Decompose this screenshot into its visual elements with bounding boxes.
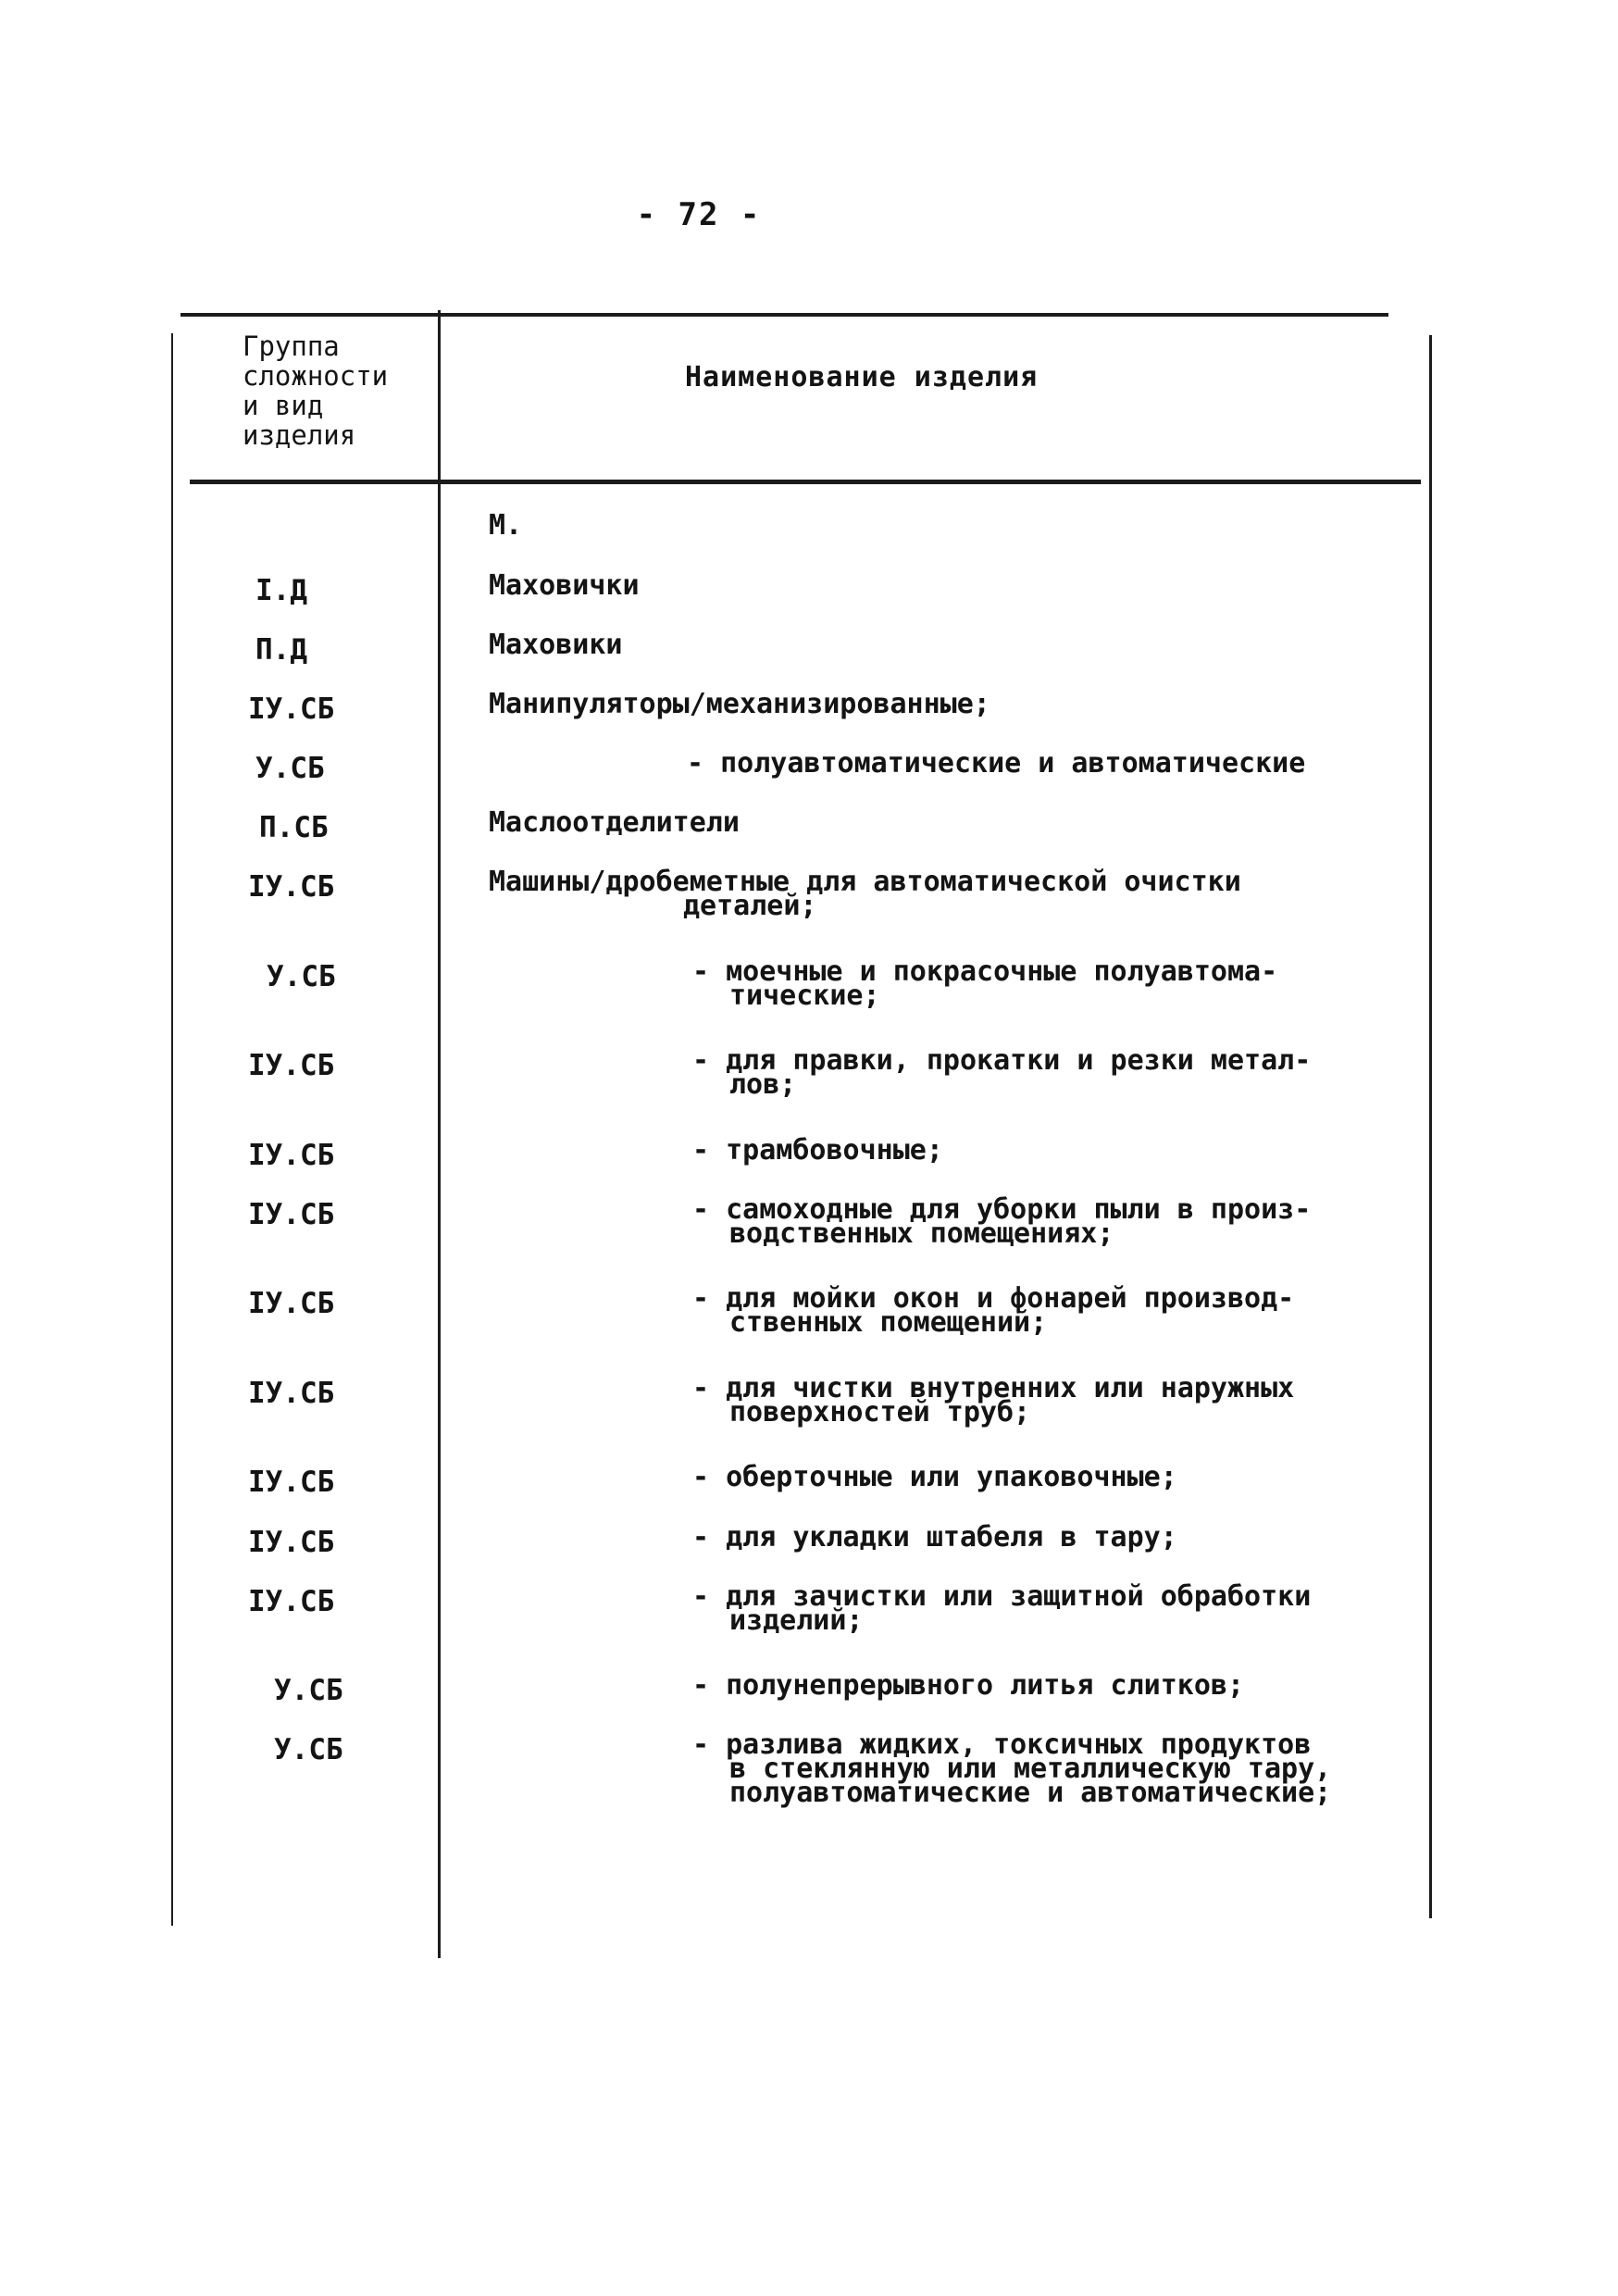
- row-name: [692, 955, 1278, 1012]
- row-name-line: - для укладки штабеля в тару;: [692, 1521, 1177, 1554]
- row-name: [489, 866, 1241, 922]
- row-name-line: Маховики: [489, 629, 623, 661]
- row-code: IУ.СБ: [248, 1526, 335, 1559]
- row-name: [489, 629, 623, 661]
- row-name-line: Маслоотделители: [489, 806, 740, 839]
- table-right-border: [1429, 335, 1432, 1918]
- header-product-name: Наименование изделия: [685, 361, 1039, 393]
- row-name: [489, 688, 990, 720]
- header-complexity-group: Группа сложности и вид изделия: [243, 331, 389, 451]
- row-code: П.Д: [255, 633, 307, 667]
- row-name: [692, 1044, 1312, 1101]
- row-name: [692, 1193, 1312, 1250]
- row-code: П.СБ: [259, 811, 329, 844]
- row-name-line: деталей;: [683, 890, 817, 922]
- row-name-line: Манипуляторы/механизированные;: [489, 688, 990, 720]
- row-name: [692, 1728, 1332, 1809]
- page-number: - 72 -: [636, 196, 762, 233]
- row-name-line: Маховички: [489, 569, 640, 602]
- row-code: IУ.СБ: [248, 1049, 335, 1082]
- row-name: [692, 1580, 1312, 1637]
- row-name-line: - для чистки внутренних или наружных: [692, 1372, 1295, 1404]
- row-name: [692, 1282, 1295, 1339]
- row-name: [692, 1461, 1177, 1493]
- row-name: [692, 1669, 1245, 1702]
- row-code: IУ.СБ: [248, 1466, 335, 1499]
- row-name-line: - для правки, прокатки и резки метал-: [692, 1044, 1312, 1077]
- row-code: IУ.СБ: [248, 1287, 335, 1320]
- row-name-line: - оберточные или упаковочные;: [692, 1461, 1177, 1493]
- row-name-line: Машины/дробеметные для автоматической очистки: [489, 866, 1241, 898]
- row-name-line: - для мойки окон и фонарей производ-: [692, 1282, 1295, 1315]
- row-code: IУ.СБ: [248, 1585, 335, 1618]
- row-name: [489, 806, 740, 839]
- row-name-line: поверхностей труб;: [729, 1396, 1031, 1429]
- row-name: [692, 1521, 1177, 1554]
- row-code: IУ.СБ: [248, 1139, 335, 1172]
- row-code: I.Д: [255, 574, 307, 607]
- row-name: [489, 569, 640, 602]
- letter-heading: М.: [489, 509, 523, 542]
- row-code: IУ.СБ: [248, 693, 335, 726]
- row-name-line: - трамбовочные;: [692, 1134, 943, 1167]
- row-name-line: водственных помещениях;: [729, 1217, 1114, 1250]
- row-name: [687, 747, 1306, 780]
- row-name-line: изделий;: [729, 1604, 864, 1637]
- row-name-line: - моечные и покрасочные полуавтома-: [692, 955, 1278, 988]
- row-code: IУ.СБ: [248, 1198, 335, 1231]
- row-name-line: лов;: [729, 1068, 797, 1101]
- row-name-line: тические;: [729, 980, 880, 1012]
- row-name: [692, 1134, 943, 1167]
- row-name-line: - полунепрерывного литья слитков;: [692, 1669, 1245, 1702]
- row-code: IУ.СБ: [248, 1377, 335, 1410]
- row-name: [692, 1372, 1295, 1429]
- row-name-line: - полуавтоматические и автоматические: [687, 747, 1306, 780]
- row-name-line: полуавтоматические и автоматические;: [729, 1777, 1332, 1809]
- row-code: У.СБ: [267, 960, 336, 993]
- row-name-line: - разлива жидких, токсичных продуктов: [692, 1728, 1312, 1761]
- row-name-line: ственных помещений;: [729, 1306, 1048, 1339]
- row-code: У.СБ: [274, 1674, 343, 1707]
- table-left-border: [171, 333, 173, 1926]
- row-code: У.СБ: [274, 1733, 343, 1766]
- header-bottom-rule: [190, 480, 1421, 484]
- row-name-line: - для зачистки или защитной обработки: [692, 1580, 1312, 1613]
- row-code: У.СБ: [255, 752, 325, 785]
- row-code: IУ.СБ: [248, 870, 335, 904]
- table-top-rule: [180, 313, 1388, 317]
- row-name-line: в стеклянную или металлическую тару,: [729, 1753, 1332, 1785]
- row-name-line: - самоходные для уборки пыли в произ-: [692, 1193, 1312, 1226]
- column-divider: [438, 310, 441, 1958]
